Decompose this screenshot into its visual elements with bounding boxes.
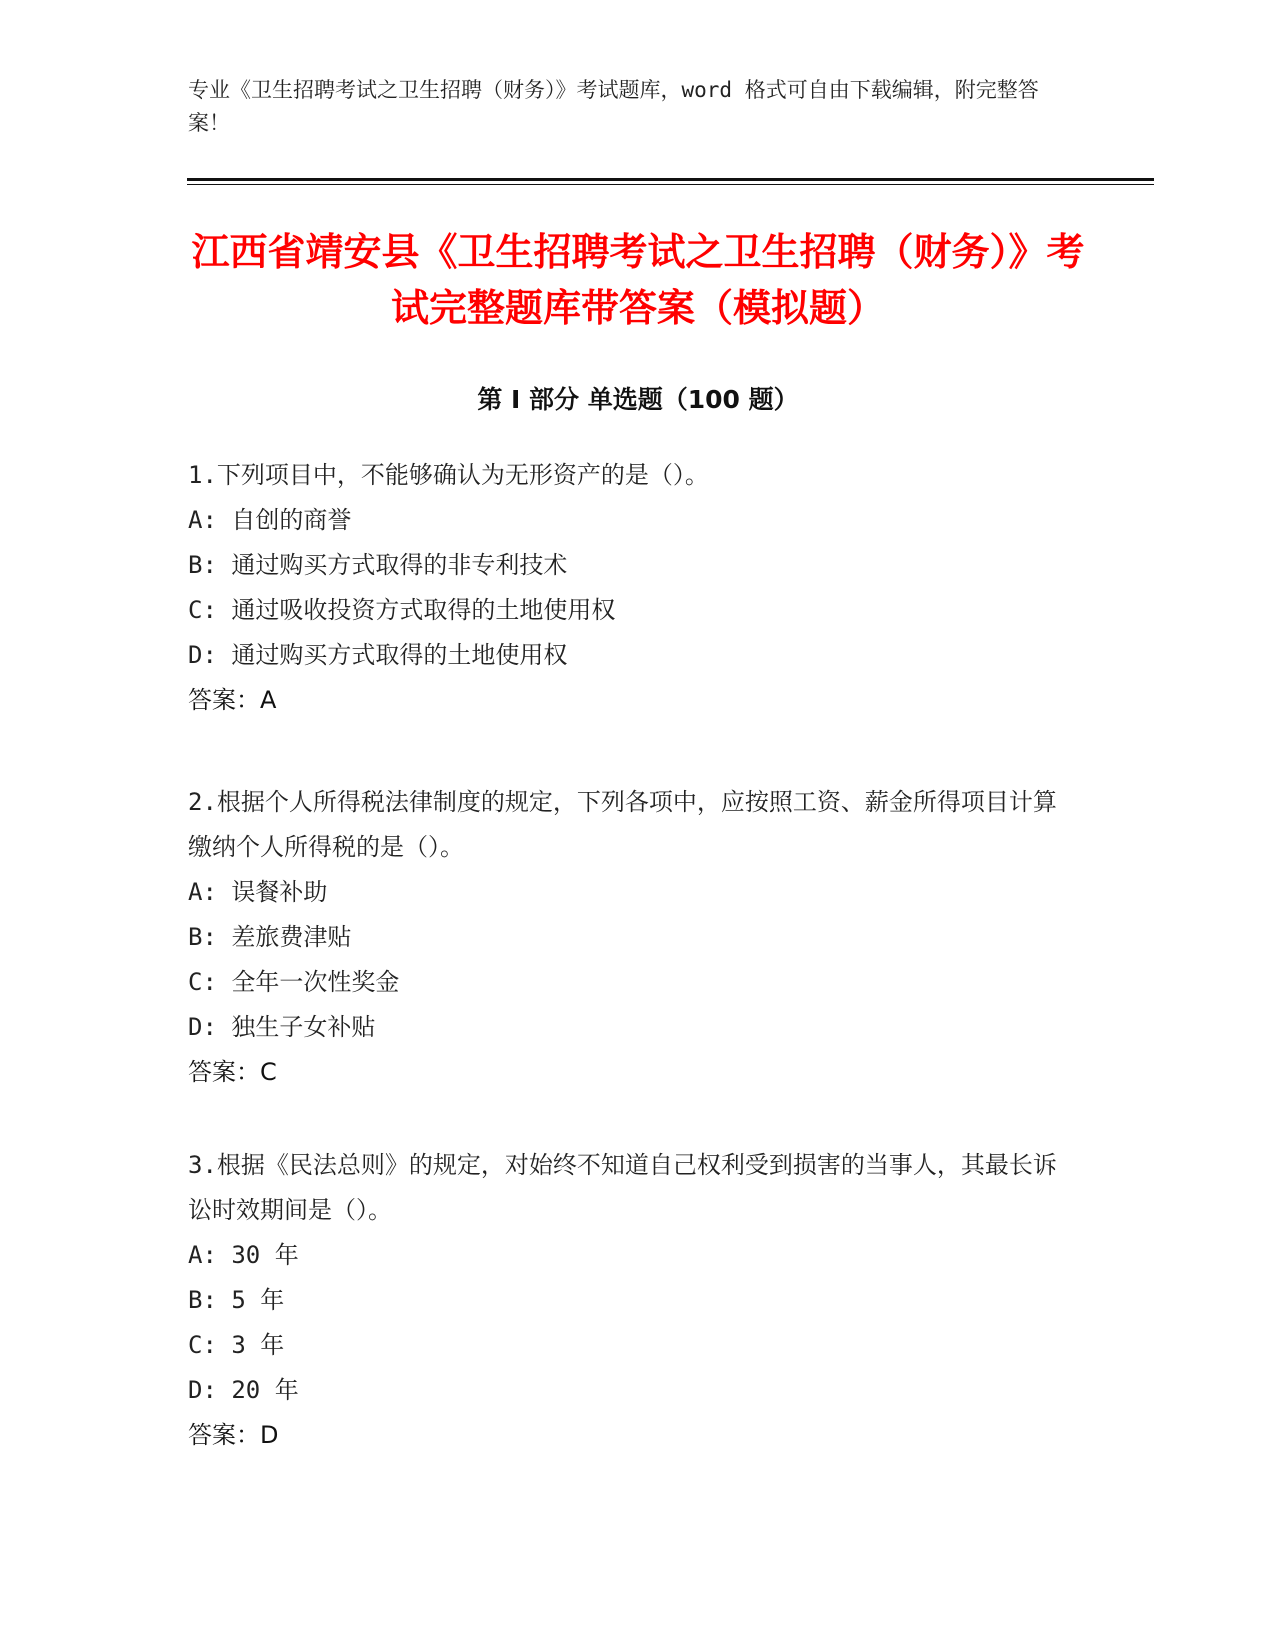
option-c: C: 通过吸收投资方式取得的土地使用权: [188, 596, 616, 624]
answer-line: 答案：A: [188, 686, 277, 714]
option-c: C: 全年一次性奖金: [188, 968, 400, 996]
option-d: D: 通过购买方式取得的土地使用权: [188, 641, 568, 669]
option-a: A: 30 年: [188, 1241, 299, 1269]
question-stem: 3.根据《民法总则》的规定，对始终不知道自己权利受到损害的当事人，其最长诉讼时效期间是（）。: [188, 1151, 1057, 1224]
answer-line: 答案：C: [188, 1058, 277, 1086]
option-a: A: 误餐补助: [188, 878, 328, 906]
section-title: 第 I 部分 单选题（100 题）: [477, 385, 799, 414]
question-1: [188, 453, 1068, 723]
header-note: 专业《卫生招聘考试之卫生招聘（财务）》考试题库，word 格式可自由下载编辑，附完整答案！: [188, 78, 1039, 135]
option-a: A: 自创的商誉: [188, 506, 352, 534]
question-3: [188, 1143, 1068, 1458]
option-list: [188, 1233, 1068, 1413]
option-list: [188, 498, 1068, 678]
document-title: 江西省靖安县《卫生招聘考试之卫生招聘（财务）》考试完整题库带答案（模拟题）: [191, 230, 1085, 330]
question-stem: 1.下列项目中，不能够确认为无形资产的是（）。: [188, 461, 709, 489]
header-divider-thin: [187, 184, 1154, 185]
option-d: D: 独生子女补贴: [188, 1013, 376, 1041]
option-b: B: 通过购买方式取得的非专利技术: [188, 551, 568, 579]
option-d: D: 20 年: [188, 1376, 299, 1404]
answer-line: 答案：D: [188, 1421, 279, 1449]
question-2: [188, 780, 1068, 1095]
option-b: B: 差旅费津贴: [188, 923, 352, 951]
option-b: B: 5 年: [188, 1286, 285, 1314]
option-list: [188, 870, 1068, 1050]
option-c: C: 3 年: [188, 1331, 285, 1359]
question-stem: 2.根据个人所得税法律制度的规定，下列各项中，应按照工资、薪金所得项目计算缴纳个人所得税的是（）。: [188, 788, 1057, 861]
header-divider-thick: [187, 178, 1154, 181]
